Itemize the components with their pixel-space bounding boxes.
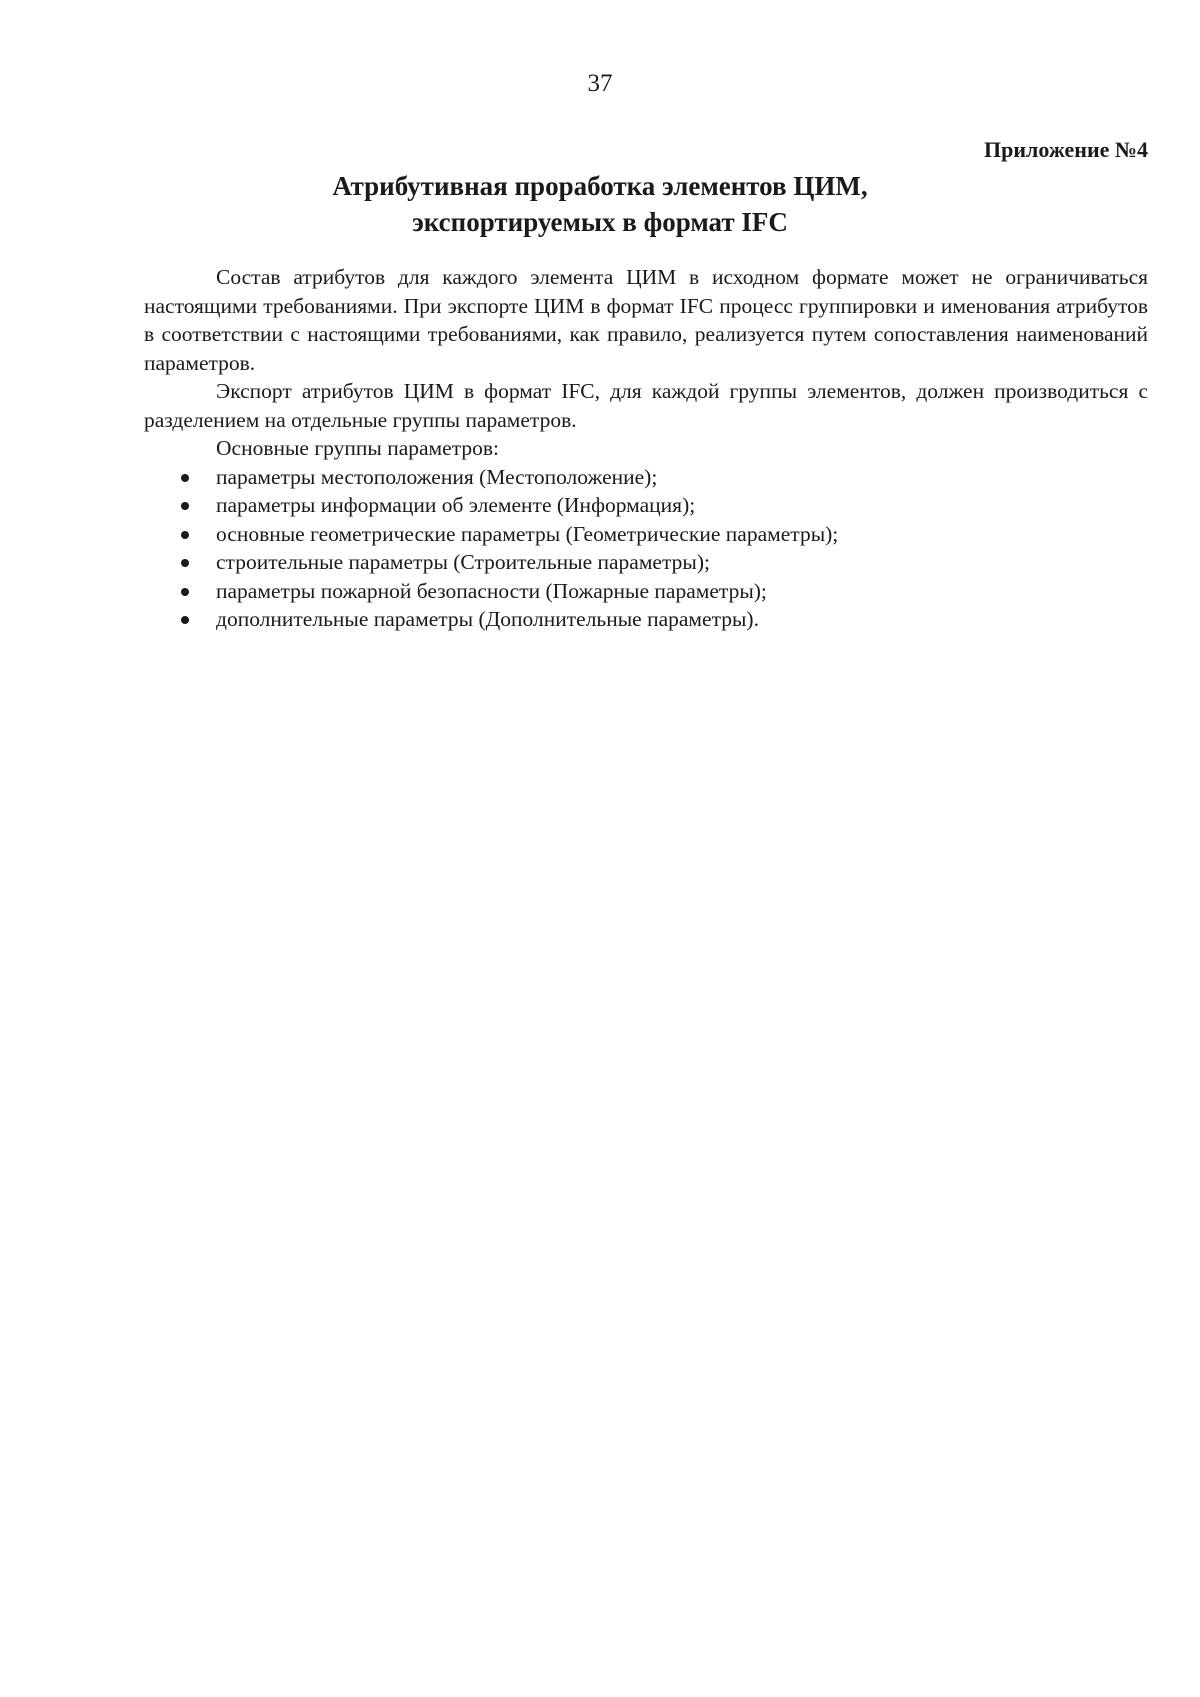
paragraph-ifc-export: Экспорт атрибутов ЦИМ в формат IFC, для каждой группы элементов, должен производиться с разделением на отдельные группы параметров. — [144, 379, 1148, 432]
document-title-line-1: Атрибутивная проработка элементов ЦИМ, — [332, 171, 868, 201]
bullet-icon — [181, 474, 189, 482]
document-title-line-2: экспортируемых в формат IFC — [412, 207, 788, 237]
bullet-icon — [181, 531, 189, 539]
appendix-label: Приложение №4 — [984, 137, 1148, 162]
list-item — [144, 605, 1148, 634]
bullet-icon — [181, 502, 189, 510]
list-item-text: строительные параметры (Строительные параметры); — [216, 550, 710, 574]
page-number: 37 — [587, 70, 613, 97]
document-body — [144, 263, 1148, 634]
list-item — [144, 520, 1148, 549]
bullet-icon — [181, 616, 189, 624]
list-item-text: основные геометрические параметры (Геометрические параметры); — [216, 521, 839, 546]
list-item — [144, 577, 1148, 606]
paragraph-attribute-composition: Состав атрибутов для каждого элемента ЦИМ в исходном формате может не ограничиваться настоящими требованиями. При экспорте ЦИМ в формат IFC процесс группировки и именования атрибутов в соответствии с настоящими требованиями, как правило, реализуется путем сопоставления наименований параметров. — [144, 265, 1148, 375]
parameter-groups-list — [144, 463, 1148, 634]
list-item — [144, 548, 1148, 577]
bullet-icon — [181, 559, 189, 567]
list-item-text: параметры местоположения (Местоположение); — [216, 464, 658, 489]
paragraph-groups-intro: Основные группы параметров: — [216, 436, 499, 460]
list-item — [144, 463, 1148, 492]
bullet-icon — [181, 588, 189, 596]
list-item-text: параметры информации об элементе (Информация); — [216, 493, 696, 517]
document-title — [0, 168, 1200, 240]
list-item — [144, 491, 1148, 520]
list-item-text: параметры пожарной безопасности (Пожарные параметры); — [216, 578, 767, 603]
list-item-text: дополнительные параметры (Дополнительные параметры). — [216, 607, 759, 631]
